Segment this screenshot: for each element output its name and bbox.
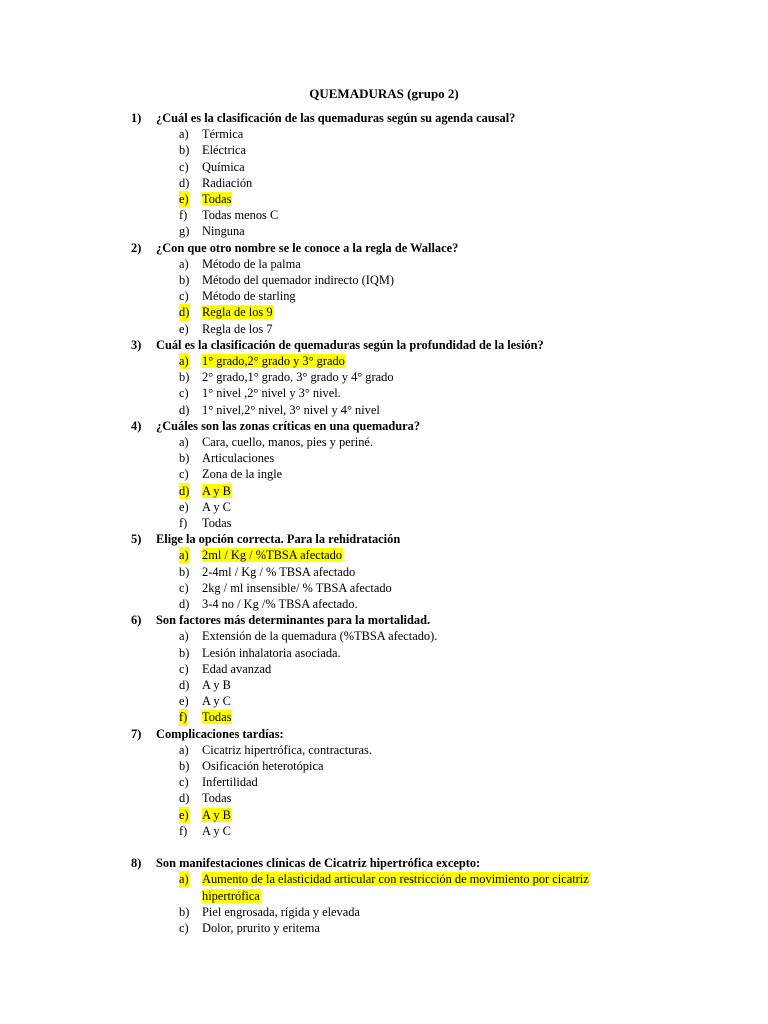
answer-option xyxy=(0,288,768,304)
option-letter: d) xyxy=(179,678,190,693)
question-number: 4) xyxy=(131,418,142,433)
option-letter: a) xyxy=(179,127,189,142)
option-letter: e) xyxy=(179,192,189,206)
option-letter: b) xyxy=(179,451,190,466)
option-letter: d) xyxy=(179,597,190,612)
option-text: Regla de los 9 xyxy=(202,305,273,320)
answer-option xyxy=(0,369,768,385)
question-line xyxy=(0,612,768,628)
option-letter: b) xyxy=(179,904,190,919)
option-text: A y B xyxy=(202,483,231,498)
option-text: 2-4ml / Kg / % TBSA afectado xyxy=(202,564,356,579)
answer-option xyxy=(0,677,768,693)
answer-option xyxy=(0,321,768,337)
question-text: ¿Cuál es la clasificación de las quemaduras según su agenda causal? xyxy=(156,111,516,125)
option-letter: a) xyxy=(179,629,189,644)
answer-option xyxy=(0,758,768,774)
answer-option xyxy=(0,434,768,450)
option-letter: a) xyxy=(179,872,189,887)
question-text: Elige la opción correcta. Para la rehidratación xyxy=(156,532,401,547)
option-text: A y B xyxy=(202,807,231,822)
answer-option xyxy=(0,450,768,466)
option-text: Articulaciones xyxy=(202,451,275,466)
question-line xyxy=(0,240,768,256)
option-letter: b) xyxy=(179,273,190,287)
option-letter: e) xyxy=(179,807,189,822)
question-text: Cuál es la clasificación de quemaduras según la profundidad de la lesión? xyxy=(156,337,544,352)
option-letter: b) xyxy=(179,564,190,579)
question-item xyxy=(0,418,768,531)
option-text: 3-4 no / Kg /% TBSA afectado. xyxy=(202,597,358,612)
question-text: Son manifestaciones clínicas de Cicatriz hipertrófica excepto: xyxy=(156,856,481,871)
question-item xyxy=(0,839,768,936)
option-text: Método del quemador indirecto (IQM) xyxy=(202,273,395,287)
option-letter: c) xyxy=(179,386,189,401)
question-text: Complicaciones tardías: xyxy=(156,726,284,741)
option-letter: a) xyxy=(179,742,189,757)
option-text: Eléctrica xyxy=(202,143,247,158)
option-letter: e) xyxy=(179,321,189,336)
answer-option-highlighted xyxy=(0,483,768,499)
option-text: Química xyxy=(202,159,245,174)
option-text: Todas xyxy=(202,791,232,806)
answer-option-highlighted xyxy=(0,871,768,903)
option-letter: b) xyxy=(179,645,190,660)
answer-option xyxy=(0,661,768,677)
question-number: 7) xyxy=(131,726,142,741)
option-text: Cara, cuello, manos, pies y periné. xyxy=(202,435,374,449)
option-text: Osificación heterotópica xyxy=(202,759,324,774)
answer-option xyxy=(0,628,768,644)
option-text: Método de la palma xyxy=(202,256,301,271)
option-letter: c) xyxy=(179,159,189,174)
option-text: Zona de la ingle xyxy=(202,467,283,482)
answer-option xyxy=(0,385,768,401)
answer-option xyxy=(0,207,768,223)
option-letter: e) xyxy=(179,694,189,709)
option-letter: d) xyxy=(179,483,190,498)
answer-option xyxy=(0,402,768,418)
option-letter: b) xyxy=(179,759,190,774)
option-text: Aumento de la elasticidad articular con restricción de movimiento por cicatriz hipertrófica xyxy=(202,872,589,903)
option-text: Cicatriz hipertrófica, contracturas. xyxy=(202,742,372,757)
answer-option-highlighted xyxy=(0,807,768,823)
answer-option-highlighted xyxy=(0,353,768,369)
option-letter: a) xyxy=(179,354,189,368)
option-text: 2ml / Kg / %TBSA afectado xyxy=(202,548,343,563)
option-text: Ninguna xyxy=(202,224,245,239)
option-text: Método de starling xyxy=(202,289,296,304)
question-item xyxy=(0,110,768,240)
answer-option xyxy=(0,126,768,142)
option-text: Piel engrosada, rígida y elevada xyxy=(202,904,360,919)
question-line xyxy=(0,531,768,547)
question-line xyxy=(0,337,768,353)
question-text: Son factores más determinantes para la mortalidad. xyxy=(156,613,431,628)
answer-option xyxy=(0,159,768,175)
option-text: Todas xyxy=(202,710,232,725)
question-number: 3) xyxy=(131,337,142,352)
option-text: Extensión de la quemadura (%TBSA afectado). xyxy=(202,629,438,644)
option-letter: d) xyxy=(179,175,190,190)
option-letter: c) xyxy=(179,775,189,790)
option-text: 1° nivel ,2° nivel y 3° nivel. xyxy=(202,386,341,401)
answer-option xyxy=(0,175,768,191)
option-letter: d) xyxy=(179,305,190,320)
option-letter: a) xyxy=(179,256,189,271)
option-letter: f) xyxy=(179,208,188,223)
question-line xyxy=(0,110,768,126)
answer-option xyxy=(0,742,768,758)
option-text: Regla de los 7 xyxy=(202,321,273,336)
answer-option xyxy=(0,904,768,920)
option-text: Lesión inhalatoria asociada. xyxy=(202,645,341,660)
answer-option xyxy=(0,790,768,806)
answer-option xyxy=(0,693,768,709)
answer-option xyxy=(0,823,768,839)
option-letter: c) xyxy=(179,289,189,304)
answer-option-highlighted xyxy=(0,191,768,207)
option-letter: c) xyxy=(179,580,189,595)
option-text: Edad avanzad xyxy=(202,661,272,676)
question-number: 6) xyxy=(131,613,142,628)
option-letter: c) xyxy=(179,661,189,676)
answer-option xyxy=(0,774,768,790)
document-title: QUEMADURAS (grupo 2) xyxy=(309,86,459,101)
option-text: A y C xyxy=(202,694,231,709)
option-letter: d) xyxy=(179,402,190,417)
option-text: Infertilidad xyxy=(202,775,258,790)
option-text: 2kg / ml insensible/ % TBSA afectado xyxy=(202,580,392,595)
option-text: A y C xyxy=(202,823,231,838)
answer-option-highlighted xyxy=(0,709,768,725)
option-text: Todas xyxy=(202,516,232,531)
option-text: 1° grado,2° grado y 3° grado xyxy=(202,354,345,368)
answer-option xyxy=(0,920,768,936)
answer-option-highlighted xyxy=(0,304,768,320)
question-line xyxy=(0,855,768,871)
option-text: Radiación xyxy=(202,175,253,190)
option-text: A y B xyxy=(202,678,231,693)
option-letter: a) xyxy=(179,435,189,449)
option-letter: f) xyxy=(179,710,188,725)
option-text: 1° nivel,2° nivel, 3° nivel y 4° nivel xyxy=(202,402,380,417)
option-text: 2° grado,1° grado, 3° grado y 4° grado xyxy=(202,370,394,385)
question-item xyxy=(0,240,768,337)
option-letter: b) xyxy=(179,143,190,158)
answer-option xyxy=(0,272,768,288)
option-letter: g) xyxy=(179,224,190,239)
option-text: Todas xyxy=(202,192,232,206)
question-item xyxy=(0,531,768,612)
option-letter: b) xyxy=(179,370,190,385)
question-number: 2) xyxy=(131,240,142,255)
option-letter: e) xyxy=(179,499,189,514)
answer-option-highlighted xyxy=(0,547,768,563)
option-letter: f) xyxy=(179,823,188,838)
option-letter: c) xyxy=(179,921,189,936)
option-text: A y C xyxy=(202,499,231,514)
question-text: ¿Cuáles son las zonas críticas en una quemadura? xyxy=(156,418,421,433)
question-number: 5) xyxy=(131,532,142,547)
option-text: Dolor, prurito y eritema xyxy=(202,921,320,936)
option-letter: d) xyxy=(179,791,190,806)
option-letter: a) xyxy=(179,548,189,563)
answer-option xyxy=(0,499,768,515)
question-item xyxy=(0,337,768,418)
question-line xyxy=(0,726,768,742)
question-item xyxy=(0,726,768,839)
question-number: 1) xyxy=(131,111,142,125)
option-letter: c) xyxy=(179,467,189,482)
question-line xyxy=(0,418,768,434)
option-letter: f) xyxy=(179,516,188,531)
answer-option xyxy=(0,142,768,158)
answer-option xyxy=(0,580,768,596)
answer-option xyxy=(0,645,768,661)
answer-option xyxy=(0,564,768,580)
answer-option xyxy=(0,515,768,531)
blank-line xyxy=(0,839,768,855)
answer-option xyxy=(0,596,768,612)
answer-option xyxy=(0,223,768,239)
option-text: Térmica xyxy=(202,127,244,142)
answer-option xyxy=(0,256,768,272)
question-list xyxy=(0,110,768,936)
question-text: ¿Con que otro nombre se le conoce a la regla de Wallace? xyxy=(156,240,459,255)
question-number: 8) xyxy=(131,856,142,871)
question-item xyxy=(0,612,768,725)
answer-option xyxy=(0,466,768,482)
option-text: Todas menos C xyxy=(202,208,279,223)
